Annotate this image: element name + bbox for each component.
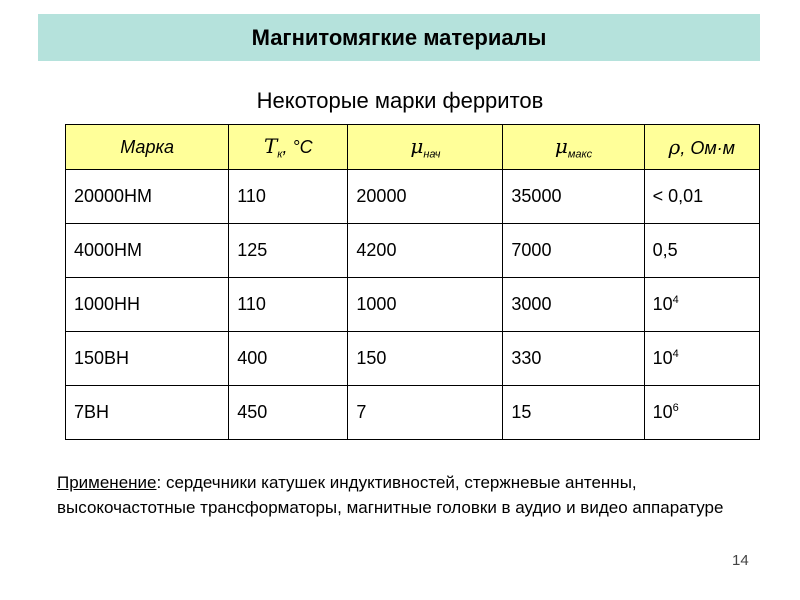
mu0-subscript: нач xyxy=(423,148,441,161)
cell-mumax: 15 xyxy=(503,386,644,440)
ferrite-grades-table xyxy=(65,124,760,440)
rho-base: 10 xyxy=(652,294,673,314)
cell-rho xyxy=(644,224,759,278)
cell-grade: 4000НМ xyxy=(66,224,229,278)
table-row xyxy=(66,170,760,224)
table-caption-text: Некоторые марки ферритов xyxy=(256,88,544,113)
usage-paragraph xyxy=(57,470,757,520)
rho-exponent: 4 xyxy=(672,294,679,306)
cell-rho xyxy=(644,332,759,386)
cell-grade: 20000НМ xyxy=(66,170,229,224)
header-initial-permeability xyxy=(348,125,503,170)
tk-symbol: T xyxy=(263,133,278,158)
cell-mu0: 1000 xyxy=(348,278,503,332)
header-grade xyxy=(66,125,229,170)
header-max-permeability xyxy=(503,125,644,170)
cell-mumax: 330 xyxy=(503,332,644,386)
cell-mu0: 150 xyxy=(348,332,503,386)
cell-mu0: 7 xyxy=(348,386,503,440)
rho-symbol: ρ xyxy=(668,135,681,159)
mumax-subscript: макс xyxy=(567,148,593,161)
rho-exponent: 4 xyxy=(672,348,679,360)
cell-rho xyxy=(644,386,759,440)
page-number: 14 xyxy=(732,552,749,569)
rho-base: < 0,01 xyxy=(652,186,704,206)
table-header-row xyxy=(66,125,760,170)
mu0-symbol: μ xyxy=(410,133,424,158)
header-grade-label: Марка xyxy=(120,136,174,157)
cell-grade: 1000НН xyxy=(66,278,229,332)
rho-base: 0,5 xyxy=(652,240,678,260)
mumax-symbol: μ xyxy=(554,133,568,158)
tk-unit: , °С xyxy=(282,136,313,157)
usage-label: Применение xyxy=(57,473,157,492)
cell-mu0: 4200 xyxy=(348,224,503,278)
table-row xyxy=(66,386,760,440)
cell-tk: 400 xyxy=(229,332,348,386)
cell-tk: 110 xyxy=(229,170,348,224)
table-row xyxy=(66,278,760,332)
cell-rho xyxy=(644,170,759,224)
table-caption xyxy=(0,86,800,116)
table-row xyxy=(66,332,760,386)
table-row xyxy=(66,224,760,278)
rho-base: 10 xyxy=(652,348,673,368)
usage-text: : сердечники катушек индуктивностей, стержневые антенны, высокочастотные трансформаторы, магнитные головки в аудио и видео аппаратуре xyxy=(57,473,724,517)
cell-mumax: 35000 xyxy=(503,170,644,224)
cell-tk: 450 xyxy=(229,386,348,440)
rho-base: 10 xyxy=(652,402,673,422)
cell-tk: 110 xyxy=(229,278,348,332)
cell-mumax: 3000 xyxy=(503,278,644,332)
header-curie-temperature xyxy=(229,125,348,170)
cell-grade: 150ВН xyxy=(66,332,229,386)
rho-exponent: 6 xyxy=(672,402,679,414)
slide-title: Магнитомягкие материалы xyxy=(251,24,547,50)
cell-tk: 125 xyxy=(229,224,348,278)
cell-grade: 7ВН xyxy=(66,386,229,440)
slide-title-bar xyxy=(38,14,760,61)
cell-rho xyxy=(644,278,759,332)
tk-subscript: к xyxy=(277,148,283,161)
cell-mumax: 7000 xyxy=(503,224,644,278)
header-resistivity xyxy=(644,125,759,170)
cell-mu0: 20000 xyxy=(348,170,503,224)
rho-unit: , Ом·м xyxy=(680,138,735,158)
